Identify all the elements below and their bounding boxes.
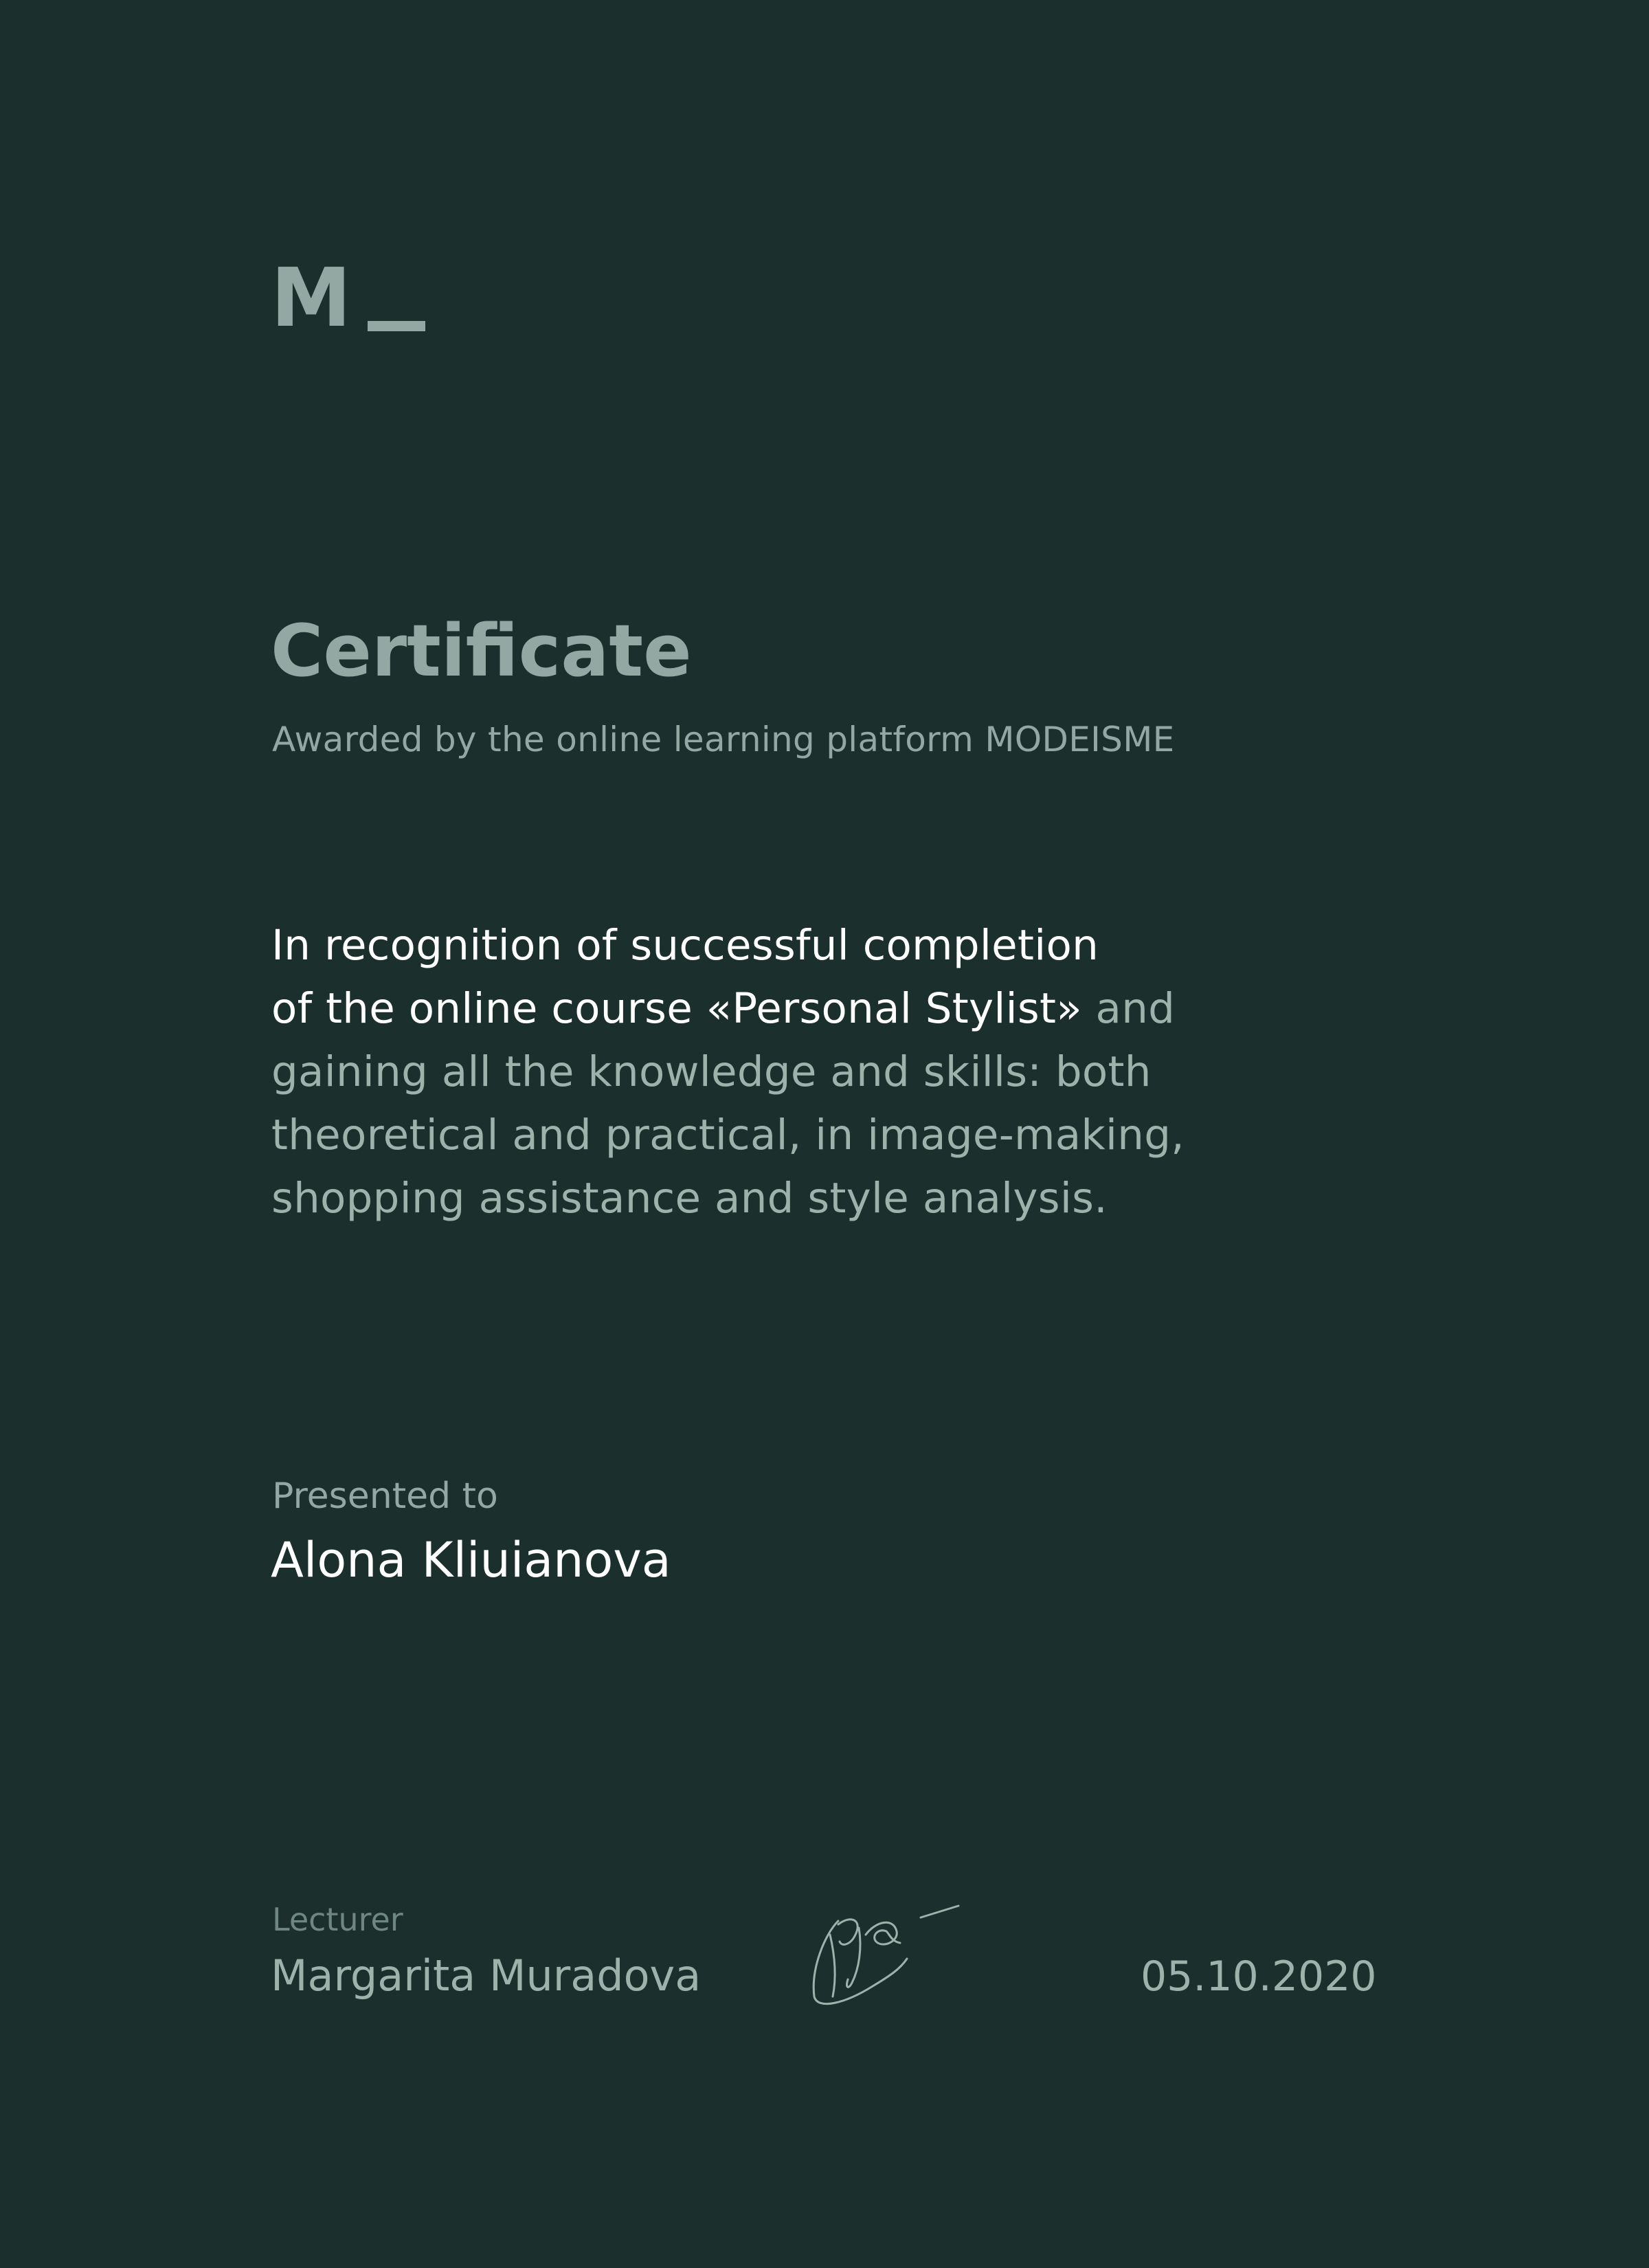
logo <box>271 250 425 345</box>
logo-letter: M <box>271 250 352 345</box>
recognition-rest: and gaining all the knowledge and skills: both theoretical and practical, in image-making, shopping assistance and style analysis. <box>271 984 1185 1223</box>
issue-date: 05.10.2020 <box>1141 1953 1377 2001</box>
lecturer-label: Lecturer <box>272 1901 403 1938</box>
recognition-text <box>271 914 1316 1230</box>
signature-image <box>797 1893 969 2010</box>
presented-to-label: Presented to <box>272 1476 498 1517</box>
recognition-highlight-line2: of the online course «Personal Stylist» <box>271 984 1082 1033</box>
recipient-name: Alona Kliuianova <box>271 1532 671 1588</box>
logo-underscore <box>368 321 425 331</box>
certificate-subtitle: Awarded by the online learning platform MODEISME <box>272 720 1175 759</box>
lecturer-name: Margarita Muradova <box>271 1950 702 2001</box>
certificate-title: Certificate <box>271 609 692 693</box>
recognition-highlight-line1: In recognition of successful completion <box>271 921 1099 970</box>
